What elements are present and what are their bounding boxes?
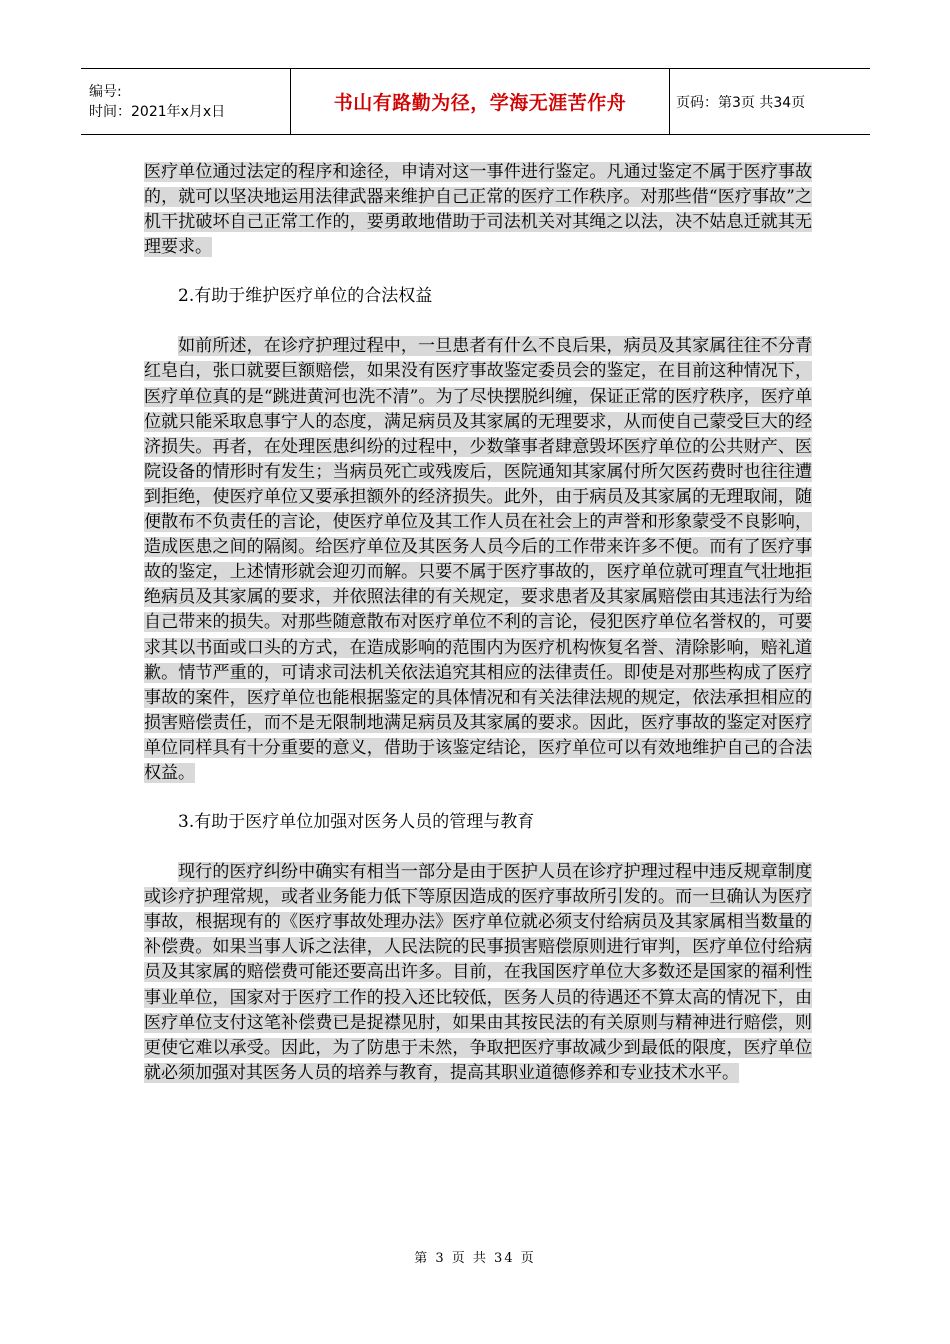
header-meta bbox=[81, 69, 291, 135]
page-footer: 第 3 页 共 34 页 bbox=[414, 1251, 536, 1266]
page-info: 页码：第3页 共34页 bbox=[676, 94, 806, 111]
paragraph-2 bbox=[144, 334, 812, 786]
document-body bbox=[144, 160, 812, 1086]
section-heading-3: 3.有助于医疗单位加强对医务人员的管理与教育 bbox=[178, 812, 535, 833]
number-label: 编号: bbox=[89, 83, 122, 100]
paragraph-1 bbox=[144, 160, 812, 260]
paragraph-2-text: 如前所述，在诊疗护理过程中，一旦患者有什么不良后果，病员及其家属往往不分青红皂白，张口就要巨额赔偿，如果没有医疗事故鉴定委员会的鉴定，在目前这种情况下，医疗单位真的是“跳进黄河也洗不清”。为了尽快摆脱纠缠，保证正常的医疗秩序，医疗单位就只能采取息事宁人的态度，满足病员及其家属的无理要求，从而使自己蒙受巨大的经济损失。再者，在处理医患纠纷的过程中，少数肇事者肆意毁坏医疗单位的公共财产、医院设备的情形时有发生；当病员死亡或残废后，医院通知其家属付所欠医药费时也往往遭到拒绝，使医疗单位又要承担额外的经济损失。此外，由于病员及其家属的无理取闹，随便散布不负责任的言论，使医疗单位及其工作人员在社会上的声誉和形象蒙受不良影响，造成医患之间的隔阂。给医疗单位及其医务人员今后的工作带来许多不便。而有了医疗事故的鉴定，上述情形就会迎刃而解。只要不属于医疗事故的，医疗单位就可理直气壮地拒绝病员及其家属的要求，并依照法律的有关规定，要求患者及其家属赔偿由其违法行为给自己带来的损失。对那些随意散布对医疗单位不利的言论，侵犯医疗单位名誉权的，可要求其以书面或口头的方式，在造成影响的范围内为医疗机构恢复名誉、清除影响，赔礼道歉。情节严重的，可请求司法机关依法追究其相应的法律责任。即使是对那些构成了医疗事故的案件，医疗单位也能根据鉴定的具体情况和有关法律法规的规定，依法承担相应的损害赔偿责任，而不是无限制地满足病员及其家属的要求。因此，医疗事故的鉴定对医疗单位同样具有十分重要的意义，借助于该鉴定结论，医疗单位可以有效地维护自己的合法权益。 bbox=[144, 336, 812, 783]
time-label: 时间：2021年x月x日 bbox=[89, 103, 226, 120]
paragraph-1-text: 医疗单位通过法定的程序和途径，申请对这一事件进行鉴定。凡通过鉴定不属于医疗事故的，就可以坚决地运用法律武器来维护自己正常的医疗工作秩序。对那些借“医疗事故”之机干扰破坏自己正常工作的，要勇敢地借助于司法机关对其绳之以法，决不姑息迁就其无理要求。 bbox=[144, 162, 812, 258]
motto: 书山有路勤为径，学海无涯苦作舟 bbox=[291, 69, 670, 135]
paragraph-3 bbox=[144, 860, 812, 1086]
paragraph-3-text: 现行的医疗纠纷中确实有相当一部分是由于医护人员在诊疗护理过程中违反规章制度或诊疗护理常规，或者业务能力低下等原因造成的医疗事故所引发的。而一旦确认为医疗事故，根据现有的《医疗事故处理办法》医疗单位就必须支付给病员及其家属相当数量的补偿费。如果当事人诉之法律，人民法院的民事损害赔偿原则进行审判，医疗单位付给病员及其家属的赔偿费可能还要高出许多。目前，在我国医疗单位大多数还是国家的福利性事业单位，国家对于医疗工作的投入还比较低，医务人员的待遇还不算太高的情况下，由医疗单位支付这笔补偿费已是捉襟见肘，如果由其按民法的有关原则与精神进行赔偿，则更使它难以承受。因此，为了防患于未然，争取把医疗事故减少到最低的限度，医疗单位就必须加强对其医务人员的培养与教育，提高其职业道德修养和专业技术水平。 bbox=[144, 862, 812, 1083]
section-heading-2: 2.有助于维护医疗单位的合法权益 bbox=[178, 286, 433, 307]
page-header bbox=[81, 68, 870, 135]
